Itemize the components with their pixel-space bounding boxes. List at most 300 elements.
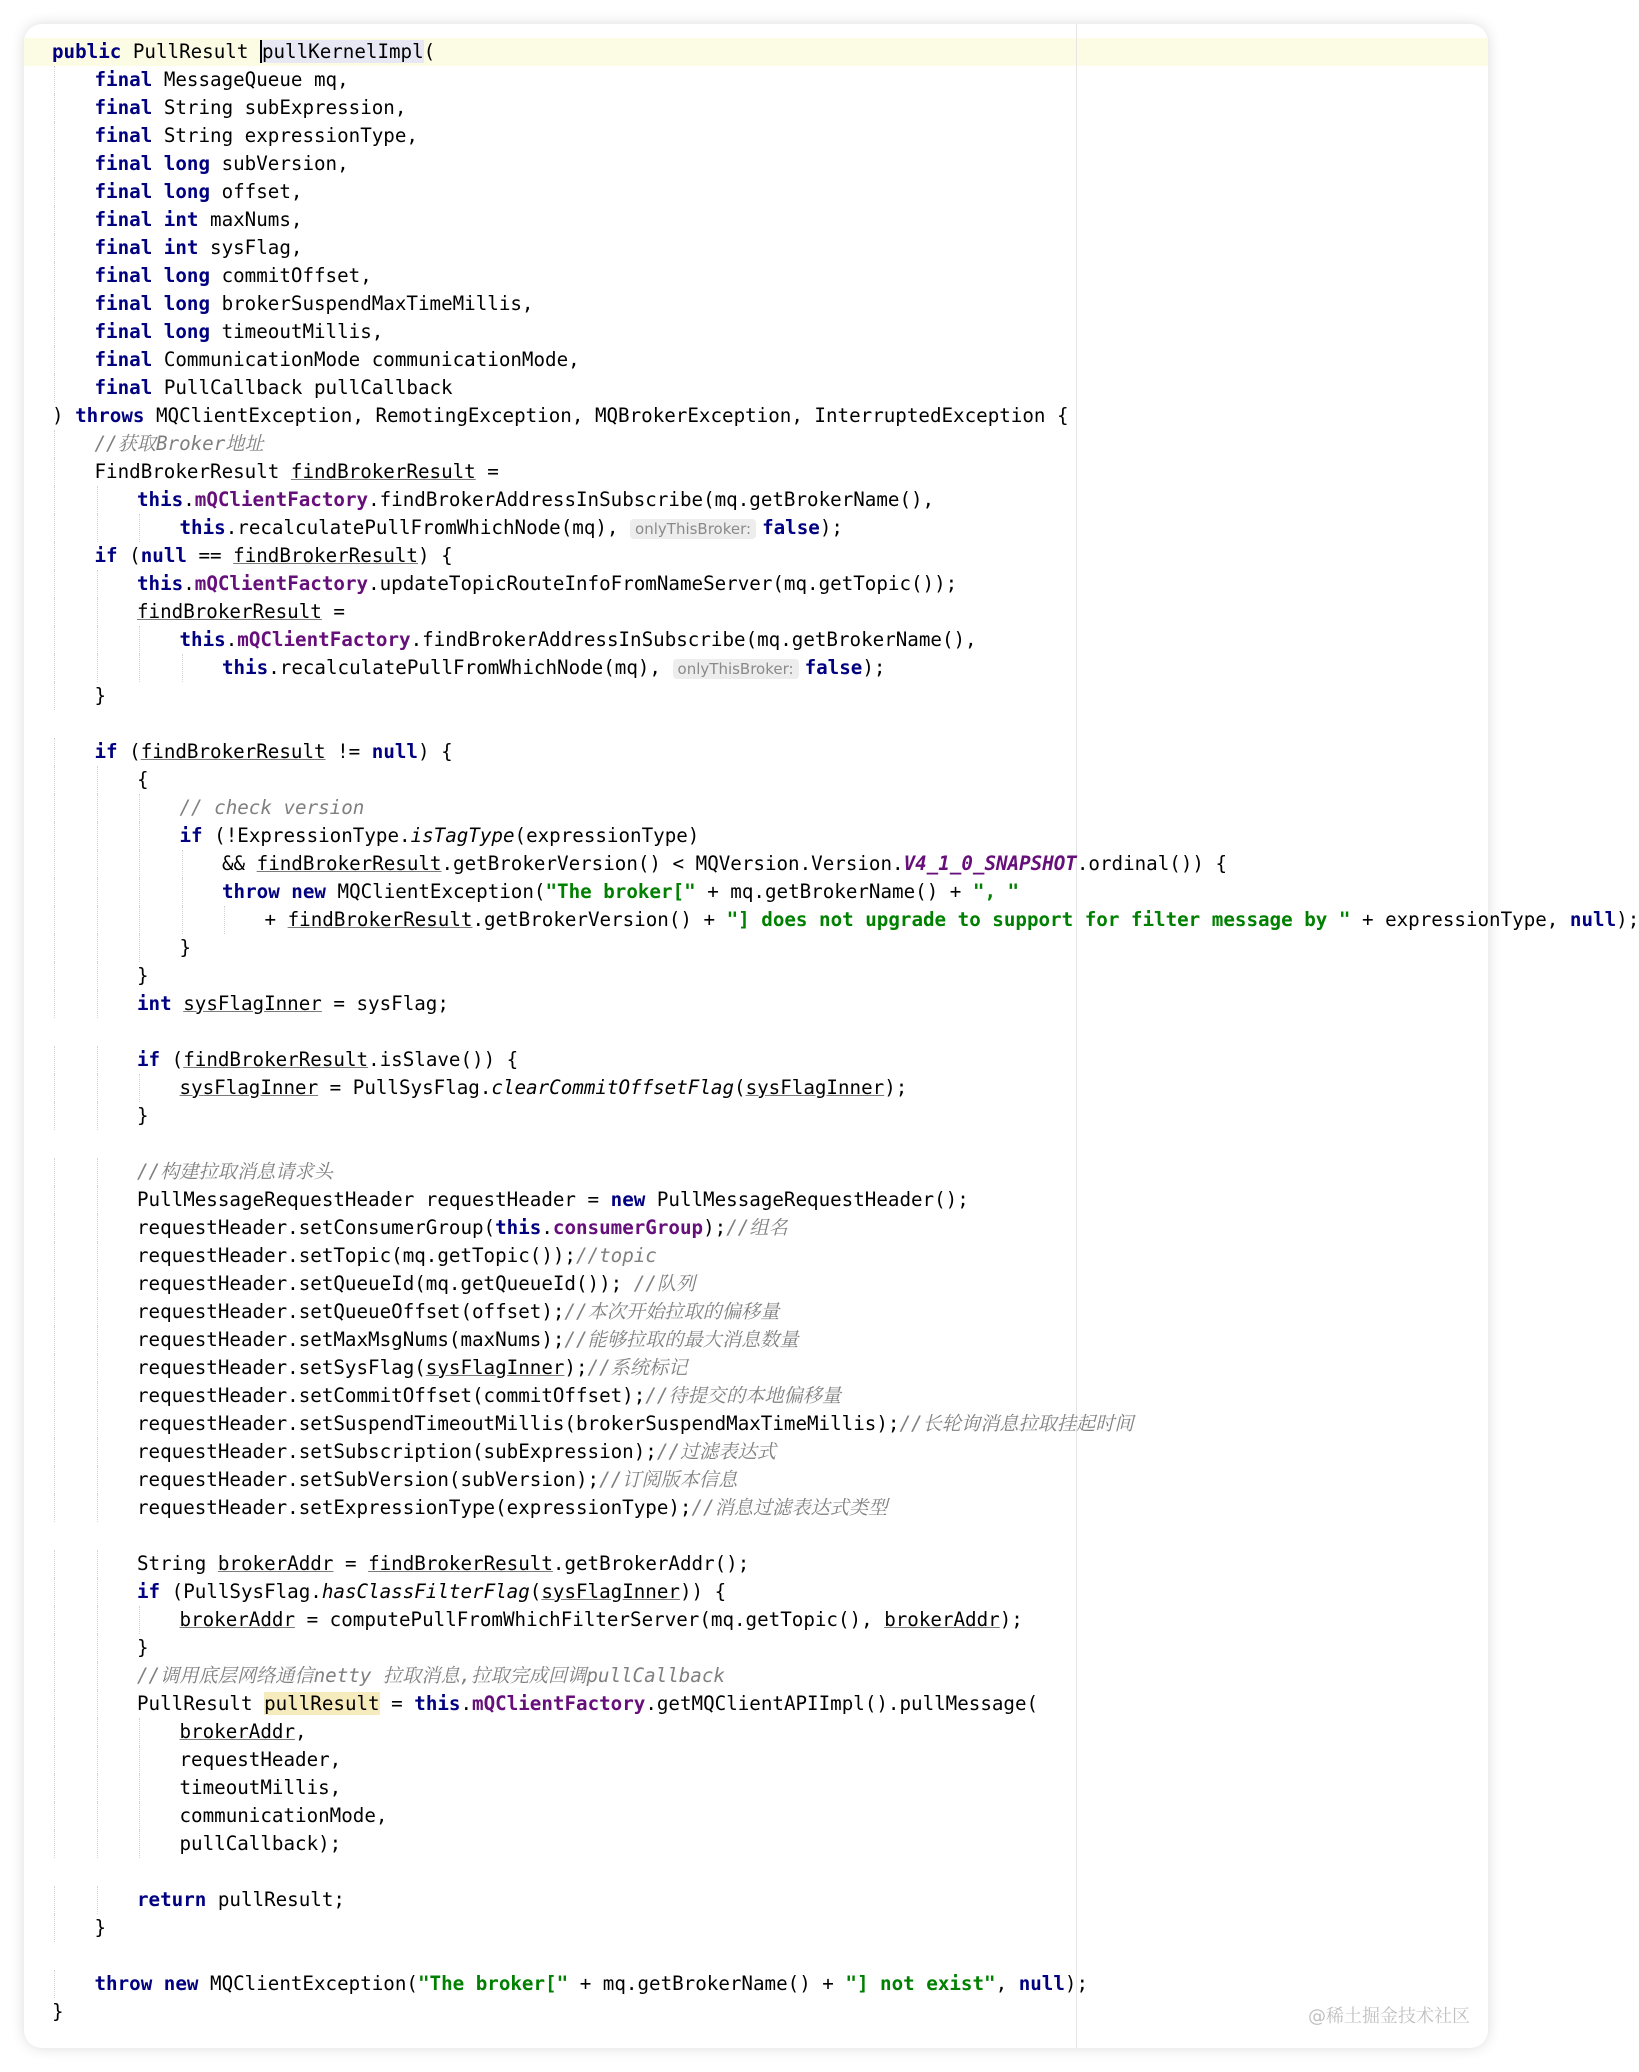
code-token — [172, 992, 184, 1015]
indent-guide — [97, 570, 98, 598]
indent-guide — [54, 626, 55, 654]
indent-guide — [54, 822, 55, 850]
code-line[interactable] — [52, 290, 533, 318]
indent-guide — [97, 1830, 98, 1858]
code-token: CommunicationMode communicationMode, — [152, 348, 580, 371]
indent-guide — [54, 1914, 55, 1942]
code-token: requestHeader.setTopic(mq.getTopic()); — [137, 1244, 576, 1267]
code-token: ); — [884, 1076, 908, 1099]
code-token: ( — [117, 740, 141, 763]
indent-guide — [54, 1494, 55, 1522]
code-line[interactable] — [52, 514, 843, 542]
indent-guide — [54, 878, 55, 906]
indent-guide — [54, 1690, 55, 1718]
code-line[interactable] — [52, 1102, 149, 1130]
indent-guide — [139, 1746, 140, 1774]
indent-guide — [54, 794, 55, 822]
code-comment: //构建拉取消息请求头 — [137, 1160, 333, 1183]
indent-guide — [54, 1466, 55, 1494]
code-token: requestHeader.setSubscription(subExpression); — [137, 1440, 657, 1463]
indent-guide — [97, 1074, 98, 1102]
code-line[interactable] — [52, 38, 435, 66]
code-token: requestHeader.setSubVersion(subVersion); — [137, 1468, 600, 1491]
keyword-token: this — [222, 656, 269, 679]
code-token: communicationMode, — [179, 1804, 388, 1827]
local-variable-token: brokerAddr — [884, 1608, 1000, 1631]
local-variable-token: findBrokerResult — [233, 544, 418, 567]
code-token: && — [222, 852, 257, 875]
indent-guide — [54, 738, 55, 766]
indent-guide — [97, 654, 98, 682]
code-token: ( — [423, 40, 436, 63]
method-name-token: pullKernelImpl — [261, 40, 424, 63]
local-variable-token: sysFlagInner — [179, 1076, 319, 1099]
code-line[interactable] — [52, 1494, 887, 1522]
code-comment: //调用底层网络通信netty 拉取消息,拉取完成回调pullCallback — [137, 1664, 725, 1687]
code-token: requestHeader.setConsumerGroup( — [137, 1216, 496, 1239]
indent-guide — [54, 1242, 55, 1270]
code-token: requestHeader.setExpressionType(expressionType); — [137, 1496, 692, 1519]
code-line[interactable] — [52, 1634, 149, 1662]
indent-guide — [54, 94, 55, 122]
code-line[interactable] — [52, 1354, 687, 1382]
indent-guide — [54, 1354, 55, 1382]
code-token: = — [321, 600, 345, 623]
code-line[interactable] — [52, 1466, 737, 1494]
keyword-token: null — [1569, 908, 1617, 931]
code-line[interactable] — [52, 626, 977, 654]
code-line[interactable] — [52, 374, 453, 402]
code-line[interactable] — [52, 1326, 799, 1354]
code-line[interactable] — [52, 1270, 695, 1298]
code-token: .updateTopicRouteInfoFromNameServer(mq.getTopic()); — [368, 572, 958, 595]
keyword-token: if — [94, 544, 118, 567]
code-line[interactable] — [52, 458, 499, 486]
code-token: ); — [564, 1356, 588, 1379]
parameter-hint: onlyThisBroker: — [673, 659, 799, 679]
code-line[interactable] — [52, 1606, 1023, 1634]
field-token: mQClientFactory — [194, 488, 369, 511]
code-token: offset, — [210, 180, 303, 203]
indent-guide — [54, 1102, 55, 1130]
code-comment: //本次开始拉取的偏移量 — [564, 1300, 780, 1323]
keyword-token: if — [94, 740, 118, 763]
code-line[interactable] — [52, 1774, 341, 1802]
code-token: } — [137, 964, 149, 987]
indent-guide — [97, 850, 98, 878]
code-line[interactable] — [52, 906, 1639, 934]
indent-guide — [97, 1270, 98, 1298]
code-token: PullResult — [121, 40, 260, 63]
code-line[interactable] — [52, 1662, 725, 1690]
code-line[interactable] — [52, 1158, 333, 1186]
indent-guide — [54, 1802, 55, 1830]
code-token: = sysFlag; — [321, 992, 449, 1015]
indent-guide — [97, 878, 98, 906]
code-token: MessageQueue mq, — [152, 68, 349, 91]
code-line[interactable] — [52, 682, 106, 710]
code-comment: //topic — [575, 1244, 657, 1267]
indent-guide — [97, 1606, 98, 1634]
indent-guide — [139, 906, 140, 934]
indent-guide — [54, 1886, 55, 1914]
indent-guide — [97, 1578, 98, 1606]
indent-guide — [97, 962, 98, 990]
indent-guide — [139, 850, 140, 878]
code-token: (!ExpressionType. — [202, 824, 411, 847]
code-token: ( — [160, 1048, 184, 1071]
field-token: mQClientFactory — [472, 1692, 646, 1715]
code-token: timeoutMillis, — [179, 1776, 342, 1799]
local-variable-token: sysFlagInner — [183, 992, 322, 1015]
code-token: ); — [1616, 908, 1639, 931]
watermark: @稀土掘金技术社区 — [1308, 2006, 1470, 2027]
keyword-token: if — [137, 1580, 161, 1603]
code-line[interactable] — [52, 1970, 1088, 1998]
code-token: )) { — [679, 1580, 727, 1603]
indent-guide — [54, 1438, 55, 1466]
code-line[interactable] — [52, 822, 699, 850]
code-token: .getMQClientAPIImpl().pullMessage( — [645, 1692, 1039, 1715]
indent-guide — [139, 1802, 140, 1830]
code-token: = PullSysFlag. — [318, 1076, 492, 1099]
code-line[interactable] — [52, 1214, 788, 1242]
indent-guide — [182, 654, 183, 682]
code-line[interactable] — [52, 1718, 307, 1746]
code-line[interactable] — [52, 150, 349, 178]
code-line[interactable] — [52, 66, 349, 94]
indent-guide — [97, 1410, 98, 1438]
code-token: requestHeader.setMaxMsgNums(maxNums); — [137, 1328, 565, 1351]
code-comment: //过滤表达式 — [656, 1440, 776, 1463]
local-variable-token: brokerAddr — [179, 1608, 296, 1631]
code-token: requestHeader.setSuspendTimeoutMillis(brokerSuspendMaxTimeMillis); — [137, 1412, 900, 1435]
indent-guide — [97, 990, 98, 1018]
keyword-token: throw new — [222, 880, 326, 903]
code-token: brokerSuspendMaxTimeMillis, — [210, 292, 534, 315]
indent-guide — [54, 1606, 55, 1634]
code-line[interactable] — [52, 1914, 106, 1942]
right-margin-guide — [1076, 24, 1077, 2048]
code-line[interactable] — [52, 1802, 387, 1830]
indent-guide — [224, 906, 225, 934]
code-token: .isSlave()) { — [368, 1048, 519, 1071]
code-token: ( — [117, 544, 141, 567]
code-comment: //消息过滤表达式类型 — [691, 1496, 888, 1519]
indent-guide — [97, 1802, 98, 1830]
code-line[interactable] — [52, 1998, 64, 2026]
code-line[interactable] — [52, 1046, 518, 1074]
indent-guide — [54, 850, 55, 878]
code-token: { — [137, 768, 149, 791]
indent-guide — [97, 1634, 98, 1662]
code-token: + mq.getBrokerName() + — [695, 880, 973, 903]
code-line[interactable] — [52, 794, 364, 822]
local-variable-token: findBrokerResult — [140, 740, 326, 763]
code-line[interactable] — [52, 962, 149, 990]
indent-guide — [139, 654, 140, 682]
code-token: .getBrokerVersion() + — [472, 908, 727, 931]
indent-guide — [182, 906, 183, 934]
code-line[interactable] — [52, 990, 449, 1018]
local-variable-token: findBrokerResult — [287, 908, 473, 931]
indent-guide — [139, 514, 140, 542]
parameter-hint: onlyThisBroker: — [630, 519, 756, 539]
keyword-token: final — [94, 124, 153, 147]
indent-guide — [97, 486, 98, 514]
code-token: String expressionType, — [152, 124, 418, 147]
indent-guide — [54, 1382, 55, 1410]
code-line[interactable] — [52, 1886, 345, 1914]
indent-guide — [54, 66, 55, 94]
local-variable-token: brokerAddr — [217, 1552, 334, 1575]
code-line[interactable] — [52, 598, 345, 626]
code-token: + — [264, 908, 288, 931]
code-comment: //组名 — [726, 1216, 788, 1239]
code-token: commitOffset, — [210, 264, 372, 287]
indent-guide — [54, 990, 55, 1018]
code-token: } — [179, 936, 192, 959]
indent-guide — [54, 486, 55, 514]
code-token: .recalculatePullFromWhichNode(mq), — [225, 516, 631, 539]
code-line[interactable] — [52, 654, 885, 682]
code-line[interactable] — [52, 206, 302, 234]
static-method-token: hasClassFilterFlag — [321, 1580, 530, 1603]
indent-guide — [54, 682, 55, 710]
code-token: = — [475, 460, 499, 483]
field-token: consumerGroup — [552, 1216, 704, 1239]
local-variable-token: findBrokerResult — [137, 600, 322, 623]
static-method-token: clearCommitOffsetFlag — [491, 1076, 734, 1099]
code-token: PullMessageRequestHeader requestHeader = — [137, 1188, 611, 1211]
code-token: (expressionType) — [514, 824, 700, 847]
code-token: .findBrokerAddressInSubscribe(mq.getBrokerName(), — [410, 628, 977, 651]
keyword-token: if — [179, 824, 203, 847]
code-token: MQClientException, RemotingException, MQBrokerException, InterruptedException { — [144, 404, 1069, 427]
code-token: subVersion, — [210, 152, 349, 175]
keyword-token: this — [137, 572, 184, 595]
code-token: } — [94, 684, 107, 707]
code-token: } — [94, 1916, 107, 1939]
code-line[interactable] — [52, 1746, 341, 1774]
indent-guide — [97, 1382, 98, 1410]
code-line[interactable] — [52, 94, 406, 122]
indent-guide — [139, 1718, 140, 1746]
keyword-token: this — [414, 1692, 461, 1715]
code-line[interactable] — [52, 1410, 1134, 1438]
code-line[interactable] — [52, 234, 302, 262]
code-comment: //长轮询消息拉取挂起时间 — [899, 1412, 1134, 1435]
code-token: .getBrokerVersion() < MQVersion.Version. — [441, 852, 904, 875]
indent-guide — [97, 1774, 98, 1802]
code-token: .recalculatePullFromWhichNode(mq), — [268, 656, 673, 679]
keyword-token: final long — [94, 320, 211, 343]
code-line[interactable] — [52, 430, 264, 458]
code-editor[interactable] — [24, 24, 1639, 2048]
indent-guide — [54, 1578, 55, 1606]
indent-guide — [139, 626, 140, 654]
indent-guide — [97, 1102, 98, 1130]
code-token: . — [183, 488, 195, 511]
keyword-token: this — [179, 516, 226, 539]
code-token: MQClientException( — [198, 1972, 418, 1995]
indent-guide — [54, 542, 55, 570]
keyword-token: throws — [75, 404, 145, 427]
indent-guide — [97, 1354, 98, 1382]
code-token: + expressionType, — [1350, 908, 1570, 931]
indent-guide — [54, 1046, 55, 1074]
indent-guide — [139, 822, 140, 850]
indent-guide — [54, 598, 55, 626]
keyword-token: final long — [94, 152, 211, 175]
indent-guide — [54, 1298, 55, 1326]
code-token: requestHeader, — [179, 1748, 342, 1771]
code-token: != — [325, 740, 372, 763]
static-method-token: isTagType — [410, 824, 515, 847]
indent-guide — [97, 794, 98, 822]
code-token: requestHeader.setSysFlag( — [137, 1356, 426, 1379]
keyword-token: this — [137, 488, 184, 511]
code-token: ) — [52, 404, 76, 427]
code-line[interactable] — [52, 850, 1227, 878]
local-variable-token: findBrokerResult — [256, 852, 442, 875]
code-token: FindBrokerResult — [94, 460, 291, 483]
code-token: ); — [862, 656, 886, 679]
code-line[interactable] — [52, 738, 453, 766]
indent-guide — [97, 514, 98, 542]
code-token: pullCallback); — [179, 1832, 342, 1855]
indent-guide — [97, 1662, 98, 1690]
code-token: pullResult; — [206, 1888, 345, 1911]
code-token: ) { — [418, 544, 453, 567]
indent-guide — [54, 1830, 55, 1858]
keyword-token: false — [804, 656, 863, 679]
code-token: = computePullFromWhichFilterServer(mq.getTopic(), — [295, 1608, 885, 1631]
code-token: .ordinal()) { — [1076, 852, 1228, 875]
code-token: MQClientException( — [325, 880, 546, 903]
code-token: PullResult — [137, 1692, 265, 1715]
indent-guide — [97, 1746, 98, 1774]
code-line[interactable] — [52, 178, 302, 206]
indent-guide — [97, 934, 98, 962]
code-token: . — [460, 1692, 473, 1715]
indent-guide — [54, 458, 55, 486]
local-variable-token: findBrokerResult — [183, 1048, 369, 1071]
indent-guide — [54, 934, 55, 962]
code-token: ( — [734, 1076, 746, 1099]
keyword-token: null — [140, 544, 187, 567]
indent-guide — [54, 654, 55, 682]
field-token: mQClientFactory — [237, 628, 411, 651]
indent-guide — [97, 766, 98, 794]
code-token: . — [225, 628, 238, 651]
keyword-token: this — [179, 628, 226, 651]
code-comment: //订阅版本信息 — [599, 1468, 738, 1491]
code-token: ); — [1064, 1972, 1089, 1995]
code-line[interactable] — [52, 346, 580, 374]
code-line[interactable] — [52, 1550, 749, 1578]
keyword-token: this — [495, 1216, 542, 1239]
indent-guide — [54, 962, 55, 990]
code-token: timeoutMillis, — [210, 320, 384, 343]
code-token: maxNums, — [198, 208, 303, 231]
code-line[interactable] — [52, 570, 957, 598]
code-token: } — [137, 1636, 149, 1659]
code-comment: //能够拉取的最大消息数量 — [564, 1328, 799, 1351]
code-line[interactable] — [52, 1242, 657, 1270]
local-variable-token: sysFlagInner — [425, 1356, 565, 1379]
code-line[interactable] — [52, 1690, 1038, 1718]
indent-guide — [54, 1774, 55, 1802]
code-token: == — [186, 544, 234, 567]
code-line[interactable] — [52, 1186, 969, 1214]
indent-guide — [97, 1550, 98, 1578]
indent-guide — [97, 1158, 98, 1186]
indent-guide — [54, 374, 55, 402]
code-line[interactable] — [52, 1298, 779, 1326]
code-line[interactable] — [52, 1074, 907, 1102]
code-line[interactable] — [52, 402, 1069, 430]
indent-guide — [97, 1494, 98, 1522]
code-line[interactable] — [52, 934, 191, 962]
indent-guide — [139, 878, 140, 906]
code-line[interactable] — [52, 262, 372, 290]
indent-guide — [97, 1214, 98, 1242]
code-comment: //获取Broker地址 — [94, 432, 264, 455]
code-line[interactable] — [52, 486, 934, 514]
local-variable-token: sysFlagInner — [745, 1076, 885, 1099]
local-variable-token: findBrokerResult — [368, 1552, 553, 1575]
indent-guide — [54, 206, 55, 234]
indent-guide — [97, 1466, 98, 1494]
indent-guide — [54, 178, 55, 206]
field-token: mQClientFactory — [194, 572, 369, 595]
code-line[interactable] — [52, 878, 1019, 906]
indent-guide — [54, 766, 55, 794]
static-field-token: V4_1_0_SNAPSHOT — [903, 852, 1077, 875]
indent-guide — [97, 1046, 98, 1074]
indent-guide — [54, 1662, 55, 1690]
code-token: PullCallback pullCallback — [152, 376, 453, 399]
indent-guide — [54, 906, 55, 934]
code-token: . — [541, 1216, 553, 1239]
code-line[interactable] — [52, 1578, 726, 1606]
keyword-token: final int — [94, 208, 199, 231]
code-line[interactable] — [52, 542, 453, 570]
code-line[interactable] — [52, 1830, 341, 1858]
indent-guide — [139, 794, 140, 822]
code-line[interactable] — [52, 1382, 841, 1410]
indent-guide — [97, 598, 98, 626]
code-line[interactable] — [52, 1438, 776, 1466]
local-variable-token: sysFlagInner — [541, 1580, 680, 1603]
indent-guide — [54, 1746, 55, 1774]
indent-guide — [54, 1410, 55, 1438]
keyword-token: final — [94, 376, 153, 399]
code-line[interactable] — [52, 766, 149, 794]
keyword-token: null — [371, 740, 418, 763]
indent-guide — [54, 150, 55, 178]
code-token: (PullSysFlag. — [160, 1580, 322, 1603]
indent-guide — [54, 1214, 55, 1242]
indent-guide — [54, 1158, 55, 1186]
code-comment: //待提交的本地偏移量 — [645, 1384, 842, 1407]
code-token: requestHeader.setCommitOffset(commitOffset); — [137, 1384, 646, 1407]
indent-guide — [97, 1690, 98, 1718]
code-line[interactable] — [52, 122, 418, 150]
indent-guide — [54, 318, 55, 346]
code-line[interactable] — [52, 318, 383, 346]
